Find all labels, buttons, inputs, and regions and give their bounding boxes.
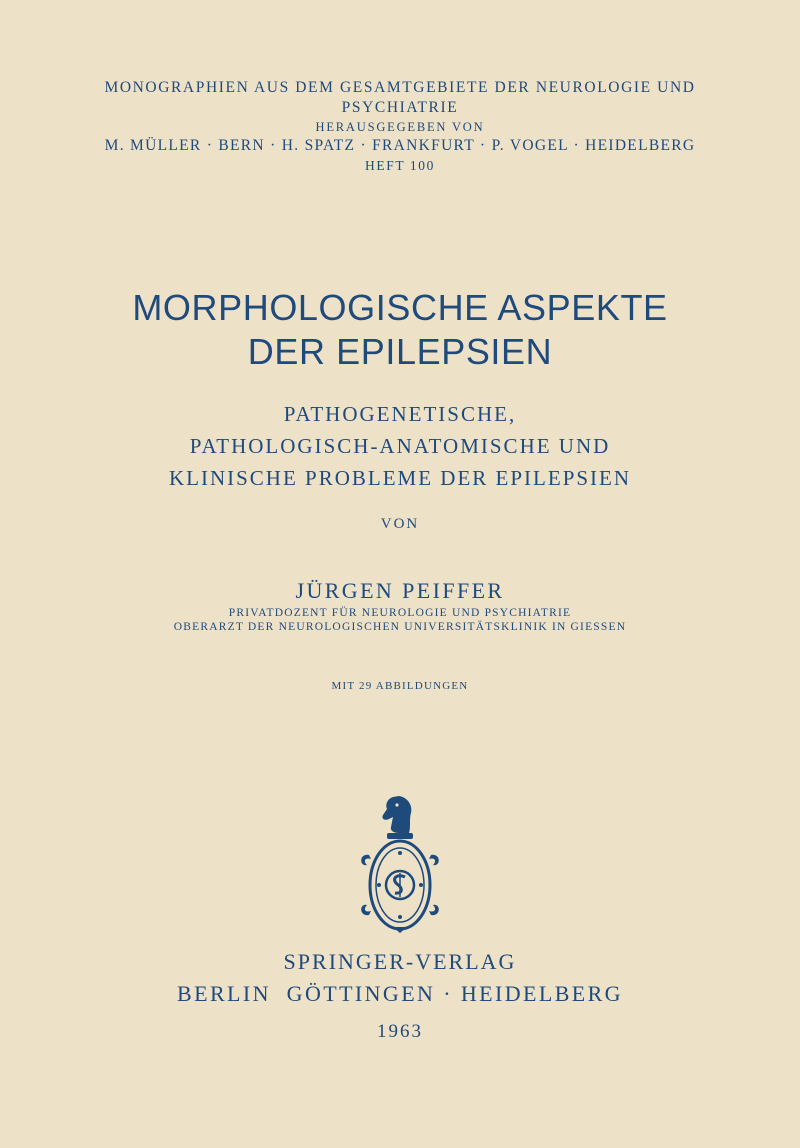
affiliation-line2: OBERARZT DER NEUROLOGISCHEN UNIVERSITÄTSKLINIK IN GIESSEN <box>173 621 627 633</box>
book-subtitle <box>0 398 800 494</box>
book-title <box>0 286 800 374</box>
series-editors: M. MÜLLER · BERN · H. SPATZ · FRANKFURT · P. VOGEL · HEIDELBERG <box>104 137 696 154</box>
series-issue: HEFT 100 <box>365 158 435 173</box>
author-name: JÜRGEN PEIFFER <box>295 578 505 603</box>
series-block <box>0 78 800 176</box>
publication-year: 1963 <box>377 1021 423 1042</box>
author-affiliation <box>0 606 800 634</box>
by-label: VON <box>380 516 420 532</box>
publisher-name: SPRINGER-VERLAG <box>283 949 517 974</box>
series-editors-intro: HERAUSGEGEBEN VON <box>315 120 485 134</box>
illustrations-note: MIT 29 ABBILDUNGEN <box>331 680 469 692</box>
book-title-line2: DER EPILEPSIEN <box>247 331 553 372</box>
publisher-block <box>0 946 800 1052</box>
springer-knight-emblem-icon <box>357 793 443 933</box>
book-title-line1: MORPHOLOGISCHE ASPEKTE <box>132 287 668 328</box>
subtitle-line3: KLINISCHE PROBLEME DER EPILEPSIEN <box>168 466 632 490</box>
affiliation-line1: PRIVATDOZENT FÜR NEUROLOGIE UND PSYCHIATRIE <box>228 607 572 619</box>
series-title-line2: PSYCHIATRIE <box>341 99 459 116</box>
subtitle-line1: PATHOGENETISCHE, <box>283 402 517 426</box>
series-title-line1: MONOGRAPHIEN AUS DEM GESAMTGEBIETE DER NEUROLOGIE UND <box>104 79 696 96</box>
publisher-cities: BERLIN GÖTTINGEN · HEIDELBERG <box>177 981 623 1006</box>
subtitle-line2: PATHOLOGISCH-ANATOMISCHE UND <box>189 434 611 458</box>
